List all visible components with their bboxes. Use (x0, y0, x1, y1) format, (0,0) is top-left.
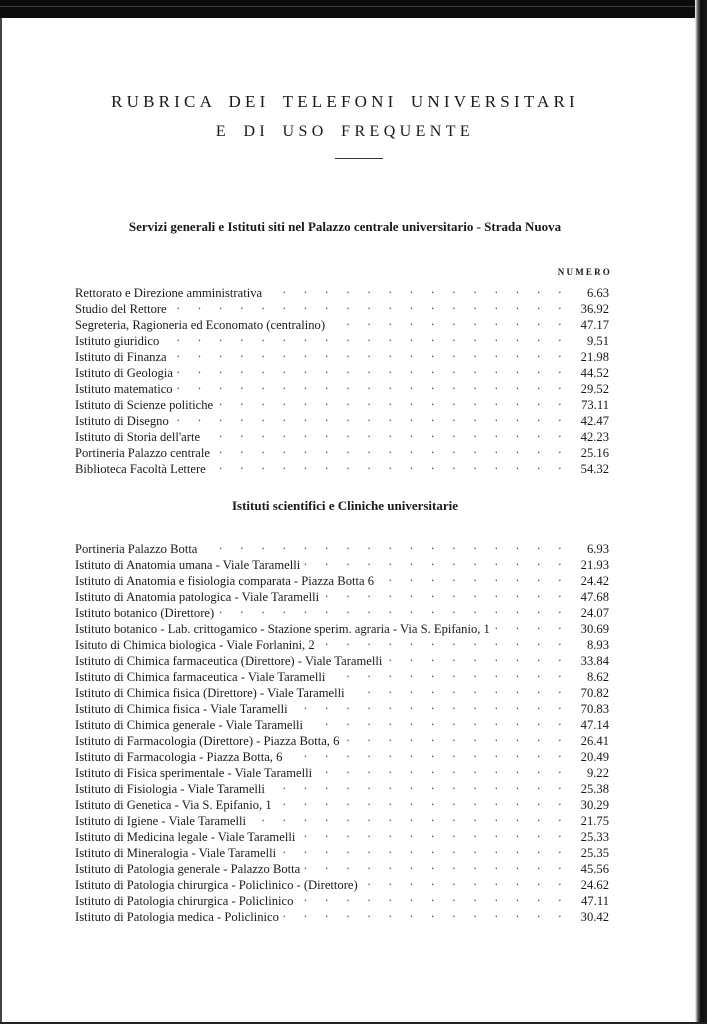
entry-name: Portineria Palazzo Botta (75, 541, 201, 557)
dot-leader (201, 537, 569, 553)
dot-leader (210, 457, 569, 473)
entry-name: Istituto di Farmacologia (Direttore) - Piazza Botta, 6 (75, 733, 343, 749)
phone-number: 9.22 (569, 765, 609, 781)
dot-leader (304, 553, 569, 569)
dot-leader (386, 649, 569, 665)
title-divider (335, 158, 383, 159)
dot-leader (299, 825, 569, 841)
entry-name: Istituto di Finanza (75, 349, 171, 365)
phone-number: 8.62 (569, 669, 609, 685)
phone-number: 42.47 (569, 413, 609, 429)
entry-name: Istituto matematico (75, 381, 177, 397)
phone-number: 33.84 (569, 653, 609, 669)
entry-name: Istituto di Patologia medica - Policlinico (75, 909, 283, 925)
phone-number: 30.29 (569, 797, 609, 813)
dot-leader (329, 313, 569, 329)
column-header-numero: NUMERO (557, 267, 612, 277)
list-item (75, 281, 609, 300)
entry-name: Istituto di Chimica generale - Viale Taramelli (75, 717, 307, 733)
dot-leader (362, 873, 569, 889)
entry-name: Isituto di Chimica biologica - Viale Forlanini, 2 (75, 637, 319, 653)
phone-number: 24.62 (569, 877, 609, 893)
phone-number: 26.41 (569, 733, 609, 749)
phone-number: 30.42 (569, 909, 609, 925)
entry-name: Istituto di Anatomia e fisiologia comparata - Piazza Botta 6 (75, 573, 378, 589)
phone-number: 24.42 (569, 573, 609, 589)
phone-number: 29.52 (569, 381, 609, 397)
entry-name: Istituto di Chimica farmaceutica (Direttore) - Viale Taramelli (75, 653, 386, 669)
dot-leader (343, 729, 569, 745)
entry-name: Istituto di Patologia generale - Palazzo Botta (75, 861, 304, 877)
entry-name: Istituto giuridico (75, 333, 163, 349)
phone-number: 30.69 (569, 621, 609, 637)
phone-number: 9.51 (569, 333, 609, 349)
entry-name: Istituto di Geologia (75, 365, 177, 381)
dot-leader (266, 281, 569, 297)
dot-leader (494, 617, 569, 633)
dot-leader (304, 857, 569, 873)
dot-leader (349, 681, 569, 697)
phone-number: 20.49 (569, 749, 609, 765)
phone-number: 21.93 (569, 557, 609, 573)
entry-name: Istituto di Scienze politiche (75, 397, 217, 413)
dot-leader (177, 377, 569, 393)
entry-name: Istituto di Storia dell'arte (75, 429, 204, 445)
dot-leader (173, 409, 569, 425)
entry-name: Istituto di Disegno (75, 413, 173, 429)
entry-name: Istituto di Fisiologia - Viale Taramelli (75, 781, 269, 797)
section-heading-istituti-scientifici: Istituti scientifici e Cliniche universitarie (231, 498, 459, 513)
phone-number: 25.38 (569, 781, 609, 797)
page-title: RUBRICA DEI TELEFONI UNIVERSITARI (111, 92, 579, 111)
entry-name: Istituto botanico - Lab. crittogamico - Stazione sperim. agraria - Via S. Epifanio, 1 (75, 621, 494, 637)
phone-number: 21.98 (569, 349, 609, 365)
dot-leader (250, 809, 569, 825)
entry-name: Istituto di Chimica fisica (Direttore) - Viale Taramelli (75, 685, 349, 701)
phone-number: 47.68 (569, 589, 609, 605)
dot-leader (280, 841, 569, 857)
entry-name: Rettorato e Direzione amministrativa (75, 285, 266, 301)
dot-leader (217, 393, 569, 409)
phone-number: 44.52 (569, 365, 609, 381)
entry-name: Segreteria, Ragioneria ed Economato (centralino) (75, 317, 329, 333)
entry-name: Istituto di Patologia chirurgica - Policlinico (75, 893, 297, 909)
phone-number: 70.83 (569, 701, 609, 717)
dot-leader (307, 713, 569, 729)
entry-name: Istituto di Igiene - Viale Taramelli (75, 813, 250, 829)
phone-number: 25.33 (569, 829, 609, 845)
entry-name: Istituto di Medicina legale - Viale Taramelli (75, 829, 299, 845)
phone-number: 25.16 (569, 445, 609, 461)
entry-name: Biblioteca Facoltà Lettere (75, 461, 210, 477)
phone-number: 70.82 (569, 685, 609, 701)
list-item (75, 537, 609, 556)
entry-name: Istituto di Patologia chirurgica - Policlinico - (Direttore) (75, 877, 362, 893)
entry-name: Istituto di Anatomia umana - Viale Taramelli (75, 557, 304, 573)
entry-name: Istituto di Fisica sperimentale - Viale Taramelli (75, 765, 316, 781)
phone-number: 47.14 (569, 717, 609, 733)
dot-leader (378, 569, 569, 585)
phone-number: 42.23 (569, 429, 609, 445)
entry-name: Istituto di Chimica farmaceutica - Viale Taramelli (75, 669, 329, 685)
phone-number: 25.35 (569, 845, 609, 861)
dot-leader (171, 345, 569, 361)
dot-leader (276, 793, 569, 809)
page-subtitle: E DI USO FREQUENTE (215, 123, 475, 140)
dot-leader (316, 761, 569, 777)
dot-leader (283, 905, 569, 921)
phone-number: 36.92 (569, 301, 609, 317)
dot-leader (177, 361, 569, 377)
entry-name: Istituto di Chimica fisica - Viale Taramelli (75, 701, 292, 717)
section-heading-servizi-generali: Servizi generali e Istituti siti nel Palazzo centrale universitario - Strada Nuova (128, 219, 562, 234)
entry-name: Portineria Palazzo centrale (75, 445, 214, 461)
phone-list-servizi-generali (75, 281, 609, 476)
entry-name: Studio del Rettore (75, 301, 171, 317)
phone-number: 54.32 (569, 461, 609, 477)
entry-name: Istituto di Farmacologia - Piazza Botta, 6 (75, 749, 286, 765)
dot-leader (214, 441, 569, 457)
dot-leader (204, 425, 569, 441)
phone-number: 45.56 (569, 861, 609, 877)
entry-name: Istituto botanico (Direttore) (75, 605, 218, 621)
phone-number: 47.11 (569, 893, 609, 909)
entry-name: Istituto di Anatomia patologica - Viale Taramelli (75, 589, 323, 605)
phone-number: 73.11 (569, 397, 609, 413)
phone-list-istituti-scientifici (75, 537, 609, 924)
phone-number: 21.75 (569, 813, 609, 829)
phone-number: 24.07 (569, 605, 609, 621)
entry-name: Istituto di Genetica - Via S. Epifanio, 1 (75, 797, 276, 813)
phone-number: 8.93 (569, 637, 609, 653)
entry-name: Istituto di Mineralogia - Viale Taramelli (75, 845, 280, 861)
phone-number: 6.63 (569, 285, 609, 301)
phone-number: 47.17 (569, 317, 609, 333)
phone-number: 6.93 (569, 541, 609, 557)
